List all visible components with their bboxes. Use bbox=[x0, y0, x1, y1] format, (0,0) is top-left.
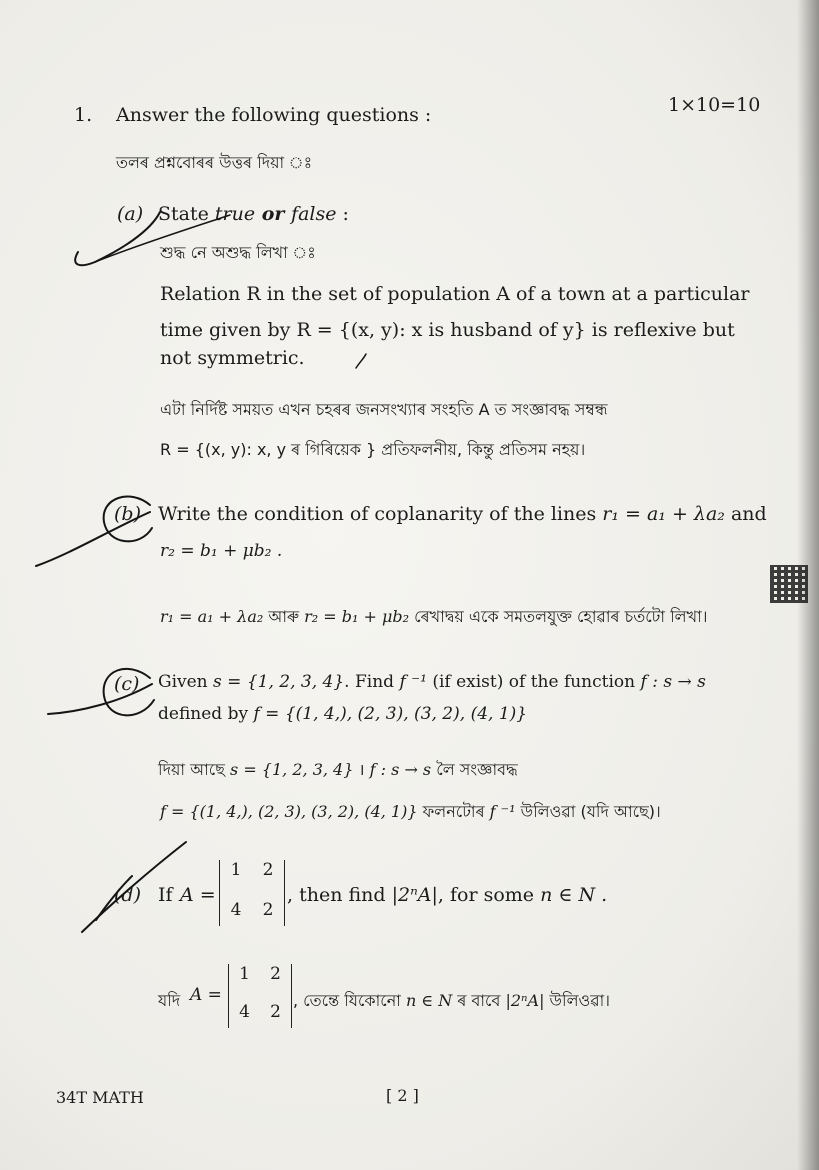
bn-determinant-expr: |2ⁿA| bbox=[505, 991, 545, 1010]
heading-true: true bbox=[214, 203, 256, 225]
bn-defined: লৈ সংজ্ঞাবদ্ধ bbox=[431, 760, 518, 779]
part-c-bn1 bbox=[158, 757, 518, 784]
function-definition: f = {(1, 4,), (2, 3), (3, 2), (4, 1)} bbox=[253, 704, 528, 724]
question-instruction: Answer the following questions : bbox=[116, 104, 432, 126]
small-tick bbox=[356, 354, 366, 368]
matrix-cell: 1 bbox=[239, 964, 250, 984]
heading-false: false bbox=[291, 203, 337, 225]
matrix-cell: 2 bbox=[270, 1002, 281, 1022]
find-text: . Find bbox=[344, 672, 400, 692]
part-a-line1: Relation R in the set of population A of a town at a particular bbox=[160, 283, 750, 305]
bn-r2-equation: r₂ = b₁ + μb₂ bbox=[304, 607, 410, 626]
bn-function-map: f : s → s bbox=[369, 760, 432, 779]
bn-for: ৰ বাবে bbox=[452, 991, 506, 1010]
part-d-bn-a-eq: A = bbox=[190, 985, 222, 1005]
question-instruction-bn: তলৰ প্ৰশ্নবোৰৰ উত্তৰ দিয়া ঃ bbox=[116, 153, 313, 172]
f-inverse: f ⁻¹ bbox=[399, 672, 427, 692]
for-some: , for some bbox=[437, 884, 541, 906]
given-text: Given bbox=[158, 672, 214, 692]
part-c-line1 bbox=[158, 672, 706, 692]
bn-condition-text: ৰেখাদ্বয় একে সমতলযুক্ত হোৱাৰ চৰ্তটো লিখা। bbox=[409, 607, 708, 626]
bn-n-in-N: n ∈ N bbox=[405, 991, 453, 1010]
matrix-cell: 1 bbox=[230, 860, 242, 880]
part-c-label: (c) bbox=[114, 673, 140, 695]
part-b-bn bbox=[160, 604, 707, 631]
matrix-cell: 2 bbox=[262, 860, 274, 880]
n-in-N: n ∈ N . bbox=[540, 884, 608, 906]
part-a-bn2: R = {(x, y): x, y ৰ গিৰিয়েক } প্ৰতিফলনীয়, কিন্তু প্ৰতিসম নহয়। bbox=[160, 440, 586, 459]
part-d-a-eq: A = bbox=[180, 884, 216, 906]
bn-r1-equation: r₁ = a₁ + λa₂ bbox=[160, 607, 264, 626]
bn-find: উলিওৱা। bbox=[544, 991, 611, 1010]
function-text: (if exist) of the function bbox=[426, 672, 641, 692]
line-r1-equation: r₁ = a₁ + λa₂ bbox=[602, 503, 725, 525]
part-b-text: Write the condition of coplanarity of the lines bbox=[158, 503, 603, 525]
function-map: f : s → s bbox=[640, 672, 706, 692]
part-c-line2 bbox=[158, 704, 527, 724]
determinant-expr: |2ⁿA| bbox=[391, 884, 438, 906]
bn-given: দিয়া আছে bbox=[158, 760, 231, 779]
part-d-bn-rest bbox=[293, 988, 610, 1015]
part-a-label: (a) bbox=[117, 203, 144, 225]
paper-code: 34T MATH bbox=[56, 1088, 144, 1107]
part-b-line1 bbox=[158, 503, 767, 525]
set-s: s = {1, 2, 3, 4} bbox=[213, 672, 345, 692]
bn-find-if-exists: উলিওৱা (যদি আছে)। bbox=[515, 802, 661, 821]
part-d-rest bbox=[287, 884, 607, 906]
page-number: [ 2 ] bbox=[386, 1086, 419, 1105]
part-b-label: (b) bbox=[114, 503, 141, 525]
part-d-if: If bbox=[158, 884, 173, 906]
bn-then: , তেন্তে যিকোনো bbox=[293, 991, 406, 1010]
bn-function-definition: f = {(1, 4,), (2, 3), (3, 2), (4, 1)} bbox=[160, 802, 418, 821]
matrix-a-bn bbox=[228, 964, 292, 1028]
heading-colon: : bbox=[336, 203, 349, 225]
matrix-cell: 2 bbox=[262, 900, 274, 920]
bn-function-of: ফলনটোৰ bbox=[417, 802, 490, 821]
matrix-cell: 4 bbox=[239, 1002, 250, 1022]
heading-or: or bbox=[255, 203, 292, 225]
line-r2-equation: r₂ = b₁ + μb₂ . bbox=[160, 541, 283, 561]
defined-by-text: defined by bbox=[158, 704, 254, 724]
part-a-heading-bn: শুদ্ধ নে অশুদ্ধ লিখা ঃ bbox=[160, 243, 316, 262]
part-b-and: and bbox=[724, 503, 767, 525]
part-a-line3: not symmetric. bbox=[160, 347, 305, 369]
bn-danda: । bbox=[353, 760, 370, 779]
matrix-cell: 4 bbox=[230, 900, 242, 920]
then-find: , then find bbox=[287, 884, 392, 906]
marks-allocation: 1×10=10 bbox=[668, 94, 761, 116]
bn-and: আৰু bbox=[263, 607, 305, 626]
part-d-bn-if: যদি bbox=[158, 991, 181, 1010]
qr-code-icon bbox=[770, 565, 808, 603]
question-number: 1. bbox=[74, 104, 93, 126]
part-a-bn1: এটা নিৰ্দিষ্ট সময়ত এখন চহৰৰ জনসংখ্যাৰ সংহতি A ত সংজ্ঞাবদ্ধ সম্বন্ধ bbox=[160, 400, 608, 419]
bn-f-inverse: f ⁻¹ bbox=[489, 802, 516, 821]
bn-set-s: s = {1, 2, 3, 4} bbox=[230, 760, 354, 779]
matrix-a bbox=[219, 860, 285, 926]
part-c-bn2 bbox=[160, 799, 661, 826]
part-d-label: (d) bbox=[114, 884, 141, 906]
part-a-heading bbox=[158, 203, 349, 225]
part-a-line2: time given by R = {(x, y): x is husband of y} is reflexive but bbox=[160, 319, 735, 341]
matrix-cell: 2 bbox=[270, 964, 281, 984]
heading-state: State bbox=[158, 203, 215, 225]
